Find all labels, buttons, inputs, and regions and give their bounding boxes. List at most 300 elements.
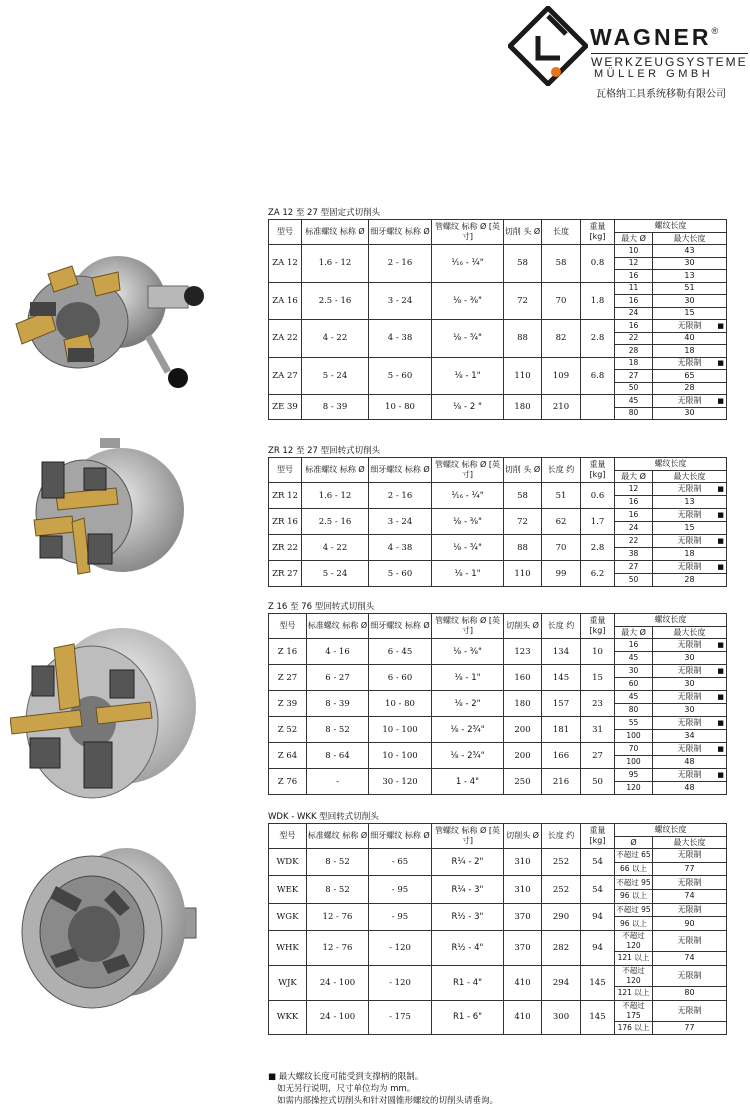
sub-dia-cell: 22 [615,332,653,345]
col-fine-thread: 细牙螺纹 标称 Ø [369,458,432,483]
sub-length-cell [653,395,727,408]
std-thread-cell: 4 - 22 [302,320,369,358]
table-row [269,320,727,333]
col-head-dia: 切削头 Ø [504,614,542,639]
sub-length-value: 无限制 [677,320,702,330]
sub-dia-cell: 30 [615,665,653,678]
col-weight: 重量 [kg] [581,220,615,245]
sub-length-value: 77 [684,864,695,874]
sub-length-cell [653,548,727,561]
std-thread-cell: 4 - 16 [307,639,369,665]
table-row [269,691,727,704]
limit-marker-icon: ■ [717,537,724,545]
sub-dia-cell: 96 以上 [615,890,653,904]
std-thread-cell: 5 - 24 [302,561,369,587]
fine-thread-cell: 6 - 45 [369,639,432,665]
model-cell: ZA 16 [269,282,302,320]
sub-length-cell [653,704,727,717]
length-cell: 70 [542,535,581,561]
limit-marker-icon: ■ [717,667,724,675]
length-cell: 134 [542,639,581,665]
sub-dia-cell: 不超过 175 [615,1000,653,1021]
std-thread-cell: 2.5 - 16 [302,282,369,320]
pipe-thread-cell: ¹⁄₁₆ - ¼" [432,483,504,509]
length-cell: 58 [542,245,581,283]
sub-length-value: 无限制 [677,850,702,860]
col-pipe-thread: 管螺纹 标称 Ø [英寸] [432,220,504,245]
brand-company: MÜLLER GMBH [594,68,714,80]
sub-length-cell [653,917,727,931]
head-dia-cell: 310 [504,876,542,903]
std-thread-cell: 8 - 52 [307,717,369,743]
sub-length-value: 无限制 [677,395,702,405]
sub-length-value: 无限制 [677,358,702,368]
head-dia-cell: 110 [504,561,542,587]
weight-cell: 10 [581,639,615,665]
std-thread-cell: - [307,769,369,795]
sub-length-cell [653,574,727,587]
col-std-thread: 标准螺纹 标称 Ø [307,824,369,849]
sub-length-cell [653,986,727,1000]
col-weight: 重量 [kg] [581,824,615,849]
sub-length-value: 43 [684,245,695,255]
col-pipe-thread: 管螺纹 标称 Ø [英寸] [432,614,504,639]
sub-length-value: 无限制 [677,510,702,519]
sub-length-value: 无限制 [677,640,702,649]
sub-length-value: 无限制 [677,666,702,675]
pipe-thread-cell: R¼ - 2" [432,849,504,876]
sub-length-cell [653,876,727,890]
sub-length-value: 无限制 [677,770,702,779]
table-row [269,395,727,408]
std-thread-cell: 24 - 100 [307,1000,369,1035]
table-row [269,717,727,730]
model-cell: Z 64 [269,743,307,769]
sub-length-value: 48 [684,757,695,766]
wdk-section [268,812,726,1035]
footnote-1: ■ 最大螺纹长度可能受到支撑柄的限制。 [268,1072,424,1082]
head-dia-cell: 58 [504,483,542,509]
sub-length-cell [653,965,727,986]
sub-length-value: 74 [684,953,695,963]
model-cell: WHK [269,931,307,966]
sub-length-cell [653,782,727,795]
head-dia-cell: 410 [504,1000,542,1035]
sub-length-value: 无限制 [677,1005,702,1015]
col-length: 长度 约 [542,614,581,639]
sub-length-cell [653,270,727,283]
table-row [269,535,727,548]
fine-thread-cell: - 95 [369,903,432,930]
std-thread-cell: 8 - 52 [307,849,369,876]
fine-thread-cell: 2 - 16 [369,483,432,509]
sub-length-cell [653,370,727,383]
length-cell: 109 [542,357,581,395]
sub-dia-cell: 22 [615,535,653,548]
sub-dia-cell: 不超过 65 [615,849,653,863]
fine-thread-cell: 4 - 38 [369,535,432,561]
sub-dia-cell: 不超过 95 [615,903,653,917]
fine-thread-cell: 10 - 100 [369,717,432,743]
table-row [269,769,727,782]
weight-cell: 1.8 [581,282,615,320]
head-dia-cell: 370 [504,903,542,930]
head-dia-cell: 180 [504,395,542,420]
col-model: 型号 [269,458,302,483]
length-cell: 294 [542,965,581,1000]
model-cell: ZR 12 [269,483,302,509]
weight-cell: 0.8 [581,245,615,283]
wagner-logo [506,4,746,100]
col-max-dia: 最大 Ø [615,233,653,245]
sub-dia-cell: 12 [615,257,653,270]
sub-length-value: 无限制 [677,877,702,887]
head-dia-cell: 310 [504,849,542,876]
sub-length-value: 无限制 [677,905,702,915]
sub-length-value: 48 [684,783,695,792]
table-row [269,876,727,890]
col-head-dia: 切削 头 Ø [504,220,542,245]
sub-length-cell [653,496,727,509]
length-cell: 99 [542,561,581,587]
weight-cell: 1.7 [581,509,615,535]
sub-length-value: 51 [684,283,695,293]
sub-dia-cell: 121 以上 [615,986,653,1000]
col-max-length: 最大长度 [653,837,727,849]
col-std-thread: 标准螺纹 标称 Ø [302,458,369,483]
sub-length-cell [653,382,727,395]
col-head-dia: 切削头 Ø [504,824,542,849]
sub-length-value: 无限制 [677,744,702,753]
company-chinese-name: 瓦格纳工具系统移勒有限公司 [596,89,726,100]
table-row [269,1000,727,1021]
sub-dia-cell: 不超过 120 [615,965,653,986]
sub-length-cell [653,509,727,522]
sub-length-cell [653,890,727,904]
model-cell: ZR 16 [269,509,302,535]
std-thread-cell: 8 - 64 [307,743,369,769]
zr-section [268,446,726,587]
sub-length-value: 18 [684,549,695,558]
sub-dia-cell: 70 [615,743,653,756]
weight-cell: 15 [581,665,615,691]
sub-dia-cell: 16 [615,509,653,522]
sub-length-value: 30 [684,258,695,268]
sub-length-value: 65 [684,370,695,380]
sub-length-cell [653,862,727,876]
pipe-thread-cell: ¹⁄₈ - ¾" [432,320,504,358]
sub-dia-cell: 16 [615,496,653,509]
table-row [269,509,727,522]
sub-length-cell [653,1000,727,1021]
pipe-thread-cell: ¹⁄₈ - ³⁄₈" [432,639,504,665]
sub-dia-cell: 27 [615,561,653,574]
pipe-thread-cell: R1 - 4" [432,965,504,1000]
sub-length-value: 28 [684,575,695,584]
limit-marker-icon: ■ [717,719,724,727]
table-row [269,561,727,574]
brand-name: WAGNER® [590,24,719,50]
model-cell: WGK [269,903,307,930]
fine-thread-cell: 10 - 80 [369,395,432,420]
sub-length-cell [653,307,727,320]
std-thread-cell: 8 - 52 [307,876,369,903]
sub-dia-cell: 10 [615,245,653,258]
limit-marker-icon: ■ [717,641,724,649]
sub-dia-cell: 16 [615,639,653,652]
z-section [268,602,726,795]
limit-marker-icon: ■ [717,485,724,493]
fine-thread-cell: 2 - 16 [369,245,432,283]
fine-thread-cell: 5 - 60 [369,357,432,395]
pipe-thread-cell: ¹⁄₈ - 1" [432,665,504,691]
sub-length-value: 34 [684,731,695,740]
col-std-thread: 标准螺纹 标称 Ø [307,614,369,639]
col-length: 长度 约 [542,458,581,483]
sub-length-cell [653,849,727,863]
sub-dia-cell: 28 [615,345,653,358]
head-dia-cell: 200 [504,743,542,769]
model-cell: ZR 22 [269,535,302,561]
model-cell: Z 76 [269,769,307,795]
weight-cell: 145 [581,965,615,1000]
footnotes [268,1071,498,1107]
weight-cell: 54 [581,849,615,876]
std-thread-cell: 6 - 27 [307,665,369,691]
sub-dia-cell: 45 [615,691,653,704]
limit-marker-icon: ■ [717,396,724,405]
sub-length-cell [653,639,727,652]
col-fine-thread: 细牙螺纹 标称 Ø [369,824,432,849]
table-row [269,931,727,952]
std-thread-cell: 5 - 24 [302,357,369,395]
table-row [269,483,727,496]
sub-length-value: 无限制 [677,562,702,571]
wdk-cutting-head-image [10,838,200,1018]
sub-length-value: 30 [684,408,695,418]
col-length: 长度 约 [542,824,581,849]
sub-length-cell [653,357,727,370]
table-row [269,743,727,756]
limit-marker-icon: ■ [717,693,724,701]
z-table [268,613,727,795]
sub-length-cell [653,691,727,704]
model-cell: Z 27 [269,665,307,691]
std-thread-cell: 12 - 76 [307,903,369,930]
model-cell: WEK [269,876,307,903]
sub-length-value: 77 [684,1022,695,1032]
sub-length-value: 90 [684,918,695,928]
sub-length-cell [653,931,727,952]
length-cell: 145 [542,665,581,691]
footnote-3: 如需内部操控式切削头和针对圆锥形螺纹的切削头请垂询。 [277,1096,499,1106]
pipe-thread-cell: ¹⁄₈ - 2" [432,691,504,717]
head-dia-cell: 123 [504,639,542,665]
head-dia-cell: 88 [504,535,542,561]
length-cell: 181 [542,717,581,743]
model-cell: WDK [269,849,307,876]
sub-length-cell [653,407,727,420]
sub-length-value: 13 [684,497,695,506]
sub-length-cell [653,295,727,308]
pipe-thread-cell: R½ - 4" [432,931,504,966]
sub-dia-cell: 45 [615,652,653,665]
zr-section-title: ZR 12 至 27 型回转式切削头 [268,446,381,456]
limit-marker-icon: ■ [717,511,724,519]
table-row [269,357,727,370]
za-section-title: ZA 12 至 27 型固定式切削头 [268,208,381,218]
std-thread-cell: 1.6 - 12 [302,245,369,283]
length-cell: 252 [542,876,581,903]
sub-length-cell [653,903,727,917]
sub-length-value: 74 [684,891,695,901]
model-cell: ZA 12 [269,245,302,283]
col-thread-length: 螺纹长度 [615,824,727,837]
col-max-length: 最大长度 [653,627,727,639]
weight-cell: 54 [581,876,615,903]
model-cell: ZA 27 [269,357,302,395]
sub-dia-cell: 16 [615,270,653,283]
z-section-title: Z 16 至 76 型回转式切削头 [268,602,375,612]
head-dia-cell: 160 [504,665,542,691]
length-cell: 51 [542,483,581,509]
weight-cell: 23 [581,691,615,717]
sub-length-cell [653,730,727,743]
footnote-2: 如无另行说明，尺寸单位均为 mm。 [277,1084,416,1094]
pipe-thread-cell: ¹⁄₈ - 2¾" [432,743,504,769]
za-table [268,219,727,420]
head-dia-cell: 370 [504,931,542,966]
wdk-table [268,823,727,1035]
fine-thread-cell: - 175 [369,1000,432,1035]
pipe-thread-cell: ¹⁄₁₆ - ¼" [432,245,504,283]
table-row [269,849,727,863]
limit-marker-icon: ■ [717,359,724,368]
za-section [268,208,726,420]
sub-dia-cell: 11 [615,282,653,295]
sub-dia-cell: 120 [615,782,653,795]
length-cell: 166 [542,743,581,769]
table-row [269,639,727,652]
col-max-length: 最大长度 [653,471,727,483]
sub-length-value: 80 [684,988,695,998]
limit-marker-icon: ■ [717,321,724,330]
sub-length-value: 40 [684,333,695,343]
sub-length-cell [653,332,727,345]
sub-length-cell [653,717,727,730]
sub-dia-cell: 不超过 120 [615,931,653,952]
pipe-thread-cell: ¹⁄₈ - 2 " [432,395,504,420]
pipe-thread-cell: ¹⁄₈ - ¾" [432,535,504,561]
sub-dia-cell: 50 [615,574,653,587]
model-cell: ZR 27 [269,561,302,587]
weight-cell: 2.8 [581,320,615,358]
col-model: 型号 [269,220,302,245]
pipe-thread-cell: ¹⁄₈ - 1" [432,561,504,587]
head-dia-cell: 110 [504,357,542,395]
col-weight: 重量 [kg] [581,614,615,639]
weight-cell: 50 [581,769,615,795]
zr-table [268,457,727,587]
sub-length-value: 30 [684,679,695,688]
fine-thread-cell: - 95 [369,876,432,903]
weight-cell: 27 [581,743,615,769]
sub-length-value: 无限制 [677,536,702,545]
sub-length-value: 15 [684,523,695,532]
col-std-thread: 标准螺纹 标称 Ø [302,220,369,245]
col-model: 型号 [269,824,307,849]
table-row [269,903,727,917]
sub-dia-cell: 16 [615,320,653,333]
table-row [269,965,727,986]
pipe-thread-cell: 1 - 4" [432,769,504,795]
sub-length-value: 无限制 [677,718,702,727]
wagner-logo-mark [508,6,588,86]
sub-length-cell [653,769,727,782]
std-thread-cell: 12 - 76 [307,931,369,966]
weight-cell: 0.6 [581,483,615,509]
col-dia: Ø [615,837,653,849]
head-dia-cell: 88 [504,320,542,358]
fine-thread-cell: 4 - 38 [369,320,432,358]
col-fine-thread: 细牙螺纹 标称 Ø [369,220,432,245]
sub-dia-cell: 176 以上 [615,1021,653,1035]
head-dia-cell: 410 [504,965,542,1000]
length-cell: 282 [542,931,581,966]
weight-cell: 94 [581,931,615,966]
sub-length-cell [653,245,727,258]
sub-length-cell [653,743,727,756]
brand-subtitle: WERKZEUGSYSTEME [591,55,748,69]
sub-length-cell [653,282,727,295]
pipe-thread-cell: ¹⁄₈ - 2¾" [432,717,504,743]
sub-dia-cell: 100 [615,756,653,769]
sub-dia-cell: 24 [615,522,653,535]
sub-length-cell [653,535,727,548]
sub-dia-cell: 50 [615,382,653,395]
model-cell: ZA 22 [269,320,302,358]
model-cell: WJK [269,965,307,1000]
weight-cell: 94 [581,903,615,930]
std-thread-cell: 4 - 22 [302,535,369,561]
sub-dia-cell: 121 以上 [615,952,653,966]
length-cell: 62 [542,509,581,535]
sub-dia-cell: 80 [615,407,653,420]
table-row [269,282,727,295]
model-cell: WKK [269,1000,307,1035]
fine-thread-cell: 30 - 120 [369,769,432,795]
wdk-section-title: WDK - WKK 型回转式切削头 [268,812,379,822]
sub-length-cell [653,678,727,691]
sub-length-cell [653,665,727,678]
head-dia-cell: 58 [504,245,542,283]
weight-cell: 145 [581,1000,615,1035]
length-cell: 290 [542,903,581,930]
model-cell: Z 16 [269,639,307,665]
za-cutting-head-image [8,244,208,394]
sub-dia-cell: 45 [615,395,653,408]
fine-thread-cell: 5 - 60 [369,561,432,587]
sub-dia-cell: 100 [615,730,653,743]
sub-length-cell [653,345,727,358]
length-cell: 82 [542,320,581,358]
col-length: 长度 [542,220,581,245]
length-cell: 300 [542,1000,581,1035]
sub-length-cell [653,561,727,574]
sub-length-value: 无限制 [677,484,702,493]
col-weight: 重量 [kg] [581,458,615,483]
model-cell: Z 39 [269,691,307,717]
